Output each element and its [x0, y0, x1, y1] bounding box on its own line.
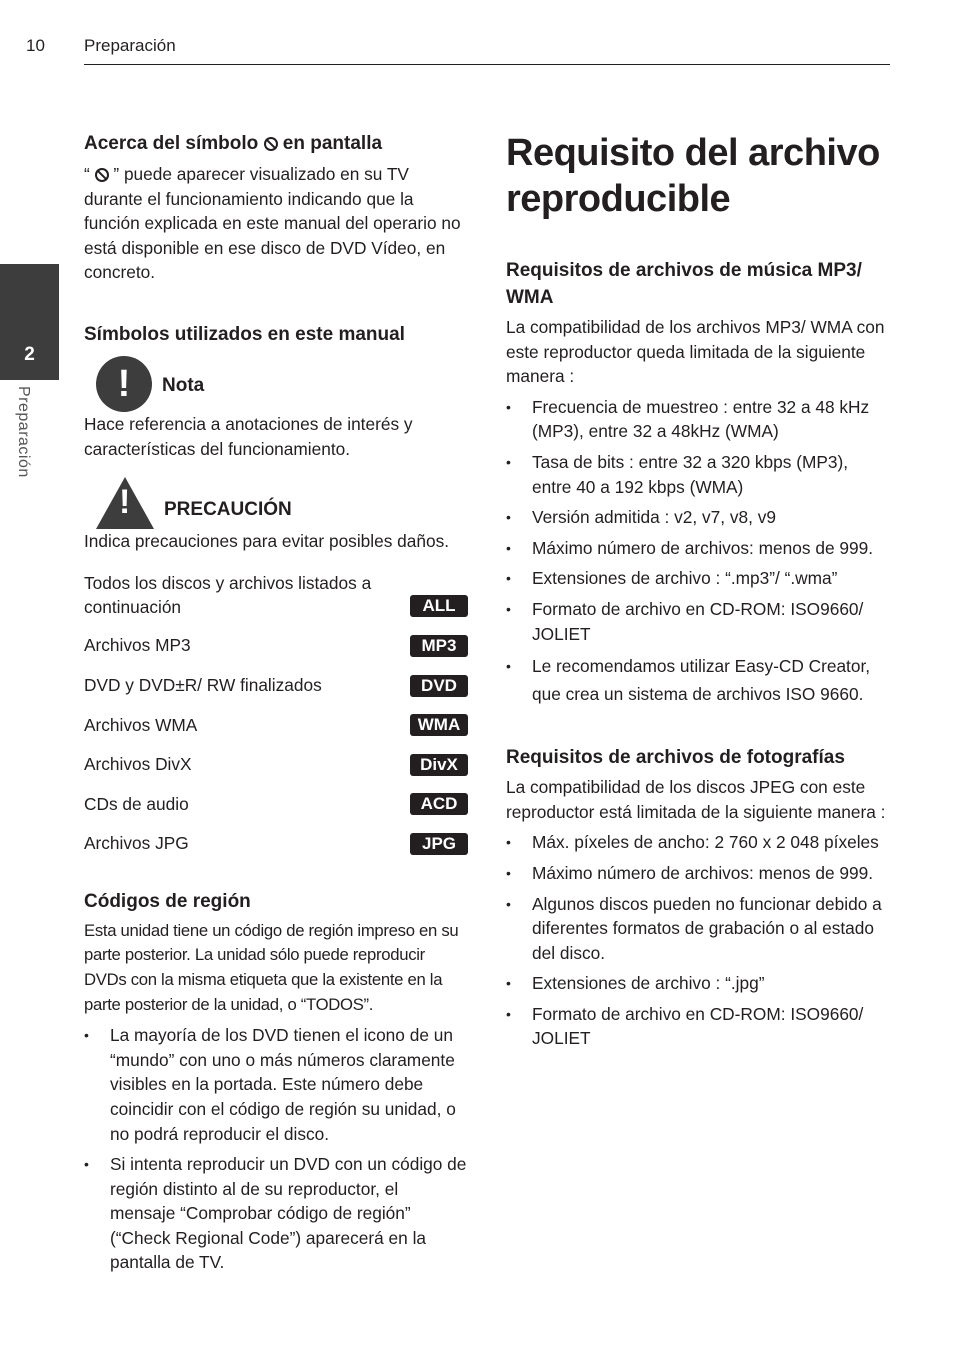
- list-item: [84, 745, 468, 785]
- list-item: • Extensiones de archivo : “.jpg”: [506, 971, 890, 996]
- prohibited-icon: [95, 168, 109, 182]
- media-label: Archivos MP3: [84, 635, 191, 656]
- list-item: • Si intenta reproducir un DVD con un código de región distinto al de su reproductor, el mensaje “Comprobar código de región” (“Check Regional Code”) aparecerá en la pantalla de TV.: [84, 1152, 468, 1275]
- note-label: Nota: [162, 374, 205, 396]
- caution-text: Indica precauciones para evitar posibles daños.: [84, 531, 450, 552]
- chapter-label: Preparación: [15, 386, 32, 478]
- list-item: [84, 706, 468, 745]
- symbol-description: ” puede aparecer visualizado en su TV durante el funcionamiento indicando que la función explicada en este manual del operario no está disponible en ese disco de DVD Vídeo, en concreto.: [84, 164, 461, 283]
- media-label: Todos los discos y archivos listados a continuación: [84, 572, 372, 618]
- media-badge: DVD: [410, 675, 468, 697]
- music-bullets: [506, 395, 890, 708]
- symbol-heading-text: Acerca del símbolo: [84, 133, 259, 154]
- list-item: • Versión admitida : v2, v7, v8, v9: [506, 505, 890, 530]
- list-item: [84, 824, 468, 864]
- media-badge: DivX: [410, 754, 468, 776]
- region-bullets: [84, 1023, 468, 1275]
- right-column: [506, 130, 890, 1051]
- media-badge: ACD: [410, 793, 468, 815]
- media-badge: JPG: [410, 833, 468, 855]
- photo-text: La compatibilidad de los discos JPEG con este reproductor está limitada de la siguiente manera :: [506, 777, 886, 822]
- list-item: • Extensiones de archivo : “.mp3”/ “.wma”: [506, 566, 890, 591]
- region-text: Esta unidad tiene un código de región impreso en su parte posterior. La unidad sólo puede reproducir DVDs con la misma etiqueta que la existente en la parte posterior de la unidad, o “TODOS”.: [84, 920, 459, 1014]
- note-row: [84, 356, 468, 412]
- prohibited-icon: [264, 137, 278, 151]
- caution-label: PRECAUCIÓN: [164, 499, 292, 521]
- media-label: Archivos DivX: [84, 754, 192, 775]
- page-heading: Requisito del archivo reproducible: [506, 132, 880, 220]
- list-item: • Máximo número de archivos: menos de 999.: [506, 861, 890, 886]
- media-badge: MP3: [410, 635, 468, 657]
- list-item: • Le recomendamos utilizar Easy-CD Creator, que crea un sistema de archivos ISO 9660.: [506, 652, 890, 708]
- section-title: Preparación: [84, 36, 176, 55]
- list-item: • Máximo número de archivos: menos de 999.: [506, 536, 890, 561]
- media-symbol-list: [84, 568, 468, 864]
- media-label: Archivos WMA: [84, 714, 198, 735]
- caution-row: [84, 477, 468, 529]
- photo-bullets: [506, 830, 890, 1051]
- media-label: DVD y DVD±R/ RW finalizados: [84, 675, 322, 696]
- media-badge: WMA: [410, 714, 468, 736]
- music-text: La compatibilidad de los archivos MP3/ WMA con este reproductor queda limitada de la siguiente manera :: [506, 317, 885, 387]
- list-item: • Formato de archivo en CD-ROM: ISO9660/ JOLIET: [506, 1002, 890, 1051]
- left-column: [84, 130, 468, 1275]
- list-item: • Máx. píxeles de ancho: 2 760 x 2 048 píxeles: [506, 830, 890, 855]
- list-item: • Frecuencia de muestreo : entre 32 a 48 kHz (MP3), entre 32 a 48kHz (WMA): [506, 395, 890, 444]
- list-item: [84, 626, 468, 666]
- exclamation-circle-icon: !: [96, 356, 152, 412]
- list-item: • La mayoría de los DVD tienen el icono de un “mundo” con uno o más números claramente visibles en la portada. Este número debe coincidir con el código de región su unidad, o no podrá reproducir el disco.: [84, 1023, 468, 1146]
- symbol-heading-text-end: en pantalla: [282, 133, 383, 154]
- media-badge: ALL: [410, 595, 468, 617]
- quote-open: “: [84, 164, 90, 184]
- symbol-paragraph: [84, 162, 468, 285]
- list-item: [84, 568, 468, 620]
- media-label: Archivos JPG: [84, 833, 189, 854]
- list-item: [84, 666, 468, 706]
- page-number: 10: [26, 36, 45, 55]
- note-text: Hace referencia a anotaciones de interés y características del funcionamiento.: [84, 413, 413, 459]
- chapter-number: 2: [24, 344, 35, 365]
- header-rule: [84, 64, 890, 65]
- photo-heading: Requisitos de archivos de fotografías: [506, 747, 845, 769]
- region-heading: Códigos de región: [84, 890, 251, 912]
- symbols-heading: Símbolos utilizados en este manual: [84, 323, 405, 345]
- list-item: [84, 785, 468, 824]
- media-label: CDs de audio: [84, 793, 189, 814]
- list-item: • Tasa de bits : entre 32 a 320 kbps (MP3), entre 40 a 192 kbps (WMA): [506, 450, 890, 499]
- list-item: • Algunos discos pueden no funcionar debido a diferentes formatos de grabación o al estado del disco.: [506, 892, 890, 966]
- list-item: • Formato de archivo en CD-ROM: ISO9660/ JOLIET: [506, 597, 890, 646]
- warning-triangle-icon: !: [96, 477, 154, 529]
- symbol-heading: [84, 130, 468, 157]
- music-heading: Requisitos de archivos de música MP3/ WMA: [506, 260, 862, 308]
